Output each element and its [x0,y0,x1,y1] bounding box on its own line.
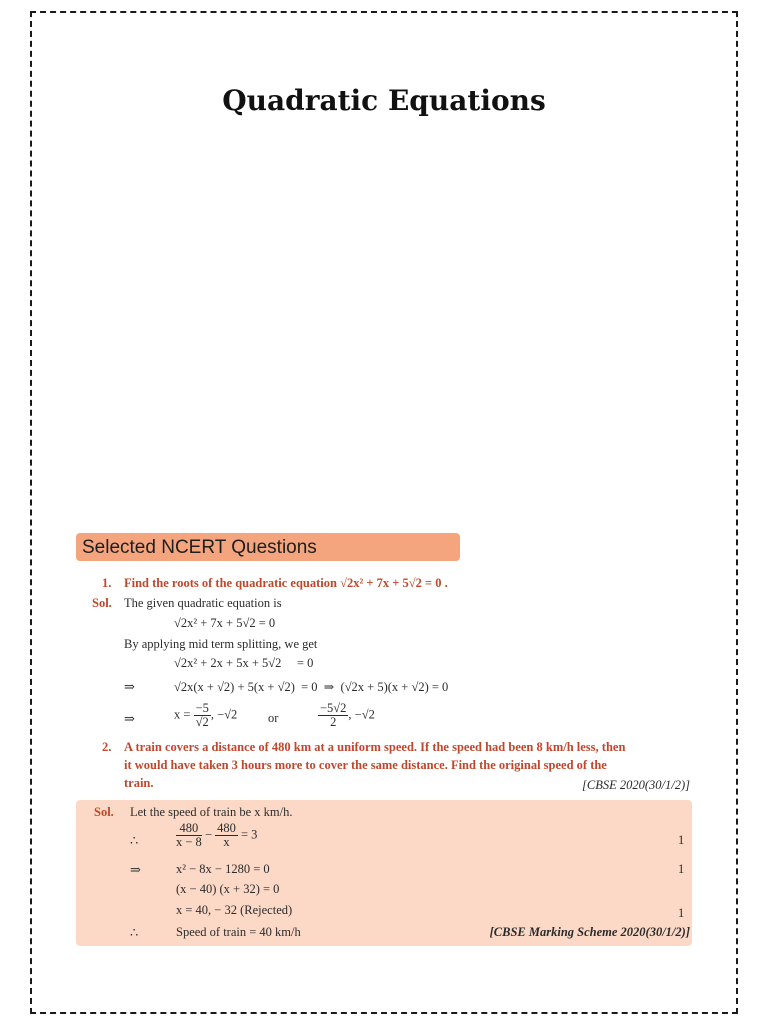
marking-scheme-reference: [CBSE Marking Scheme 2020(30/1/2)] [489,925,690,939]
therefore-symbol: ∴ [130,833,139,848]
solution-line: The given quadratic equation is [124,596,282,610]
implies-symbol: ⇒ [124,711,135,726]
roots-line [318,702,375,729]
implies-symbol: ⇒ [130,862,141,877]
implies-symbol: ⇒ [124,679,135,694]
fraction [318,702,348,729]
fraction-numerator: 480 [176,822,202,836]
question-text: train. [124,776,154,790]
fraction [194,702,211,729]
question-number: 2. [102,740,112,754]
minus-sign: − [204,827,212,842]
fraction-denominator: x − 8 [176,835,202,849]
solution-line: √2x(x + √2) + 5(x + √2) = 0 ⇒ (√2x + 5)(x + √2) = 0 [174,680,449,694]
solution-line: Let the speed of train be x km/h. [130,805,293,819]
question-text: Find the roots of the quadratic equation √2x² + 7x + 5√2 = 0 . [124,576,448,590]
fraction [176,822,202,849]
question-text: A train covers a distance of 480 km at a uniform speed. If the speed had been 8 km/h less, then [124,740,626,754]
fraction-numerator: 480 [217,821,236,835]
root-value: , −√2 [210,707,238,722]
marks: 1 [678,906,685,920]
section-heading: Selected NCERT Questions [76,533,460,561]
roots-line [174,702,237,729]
fraction-denominator: x [223,835,230,849]
solution-label: Sol. [92,596,112,610]
source-reference: [CBSE 2020(30/1/2)] [582,778,690,792]
solution-line: Speed of train = 40 km/h [176,925,301,939]
fraction-denominator: √2 [195,715,209,729]
fraction-numerator: −5 [195,701,209,715]
solution-label: Sol. [94,805,114,819]
marks: 1 [678,833,685,847]
equation-lhs: x = [174,707,191,722]
fraction-denominator: 2 [330,715,337,729]
fraction [215,822,238,849]
equation-rhs: = 3 [241,827,258,842]
question-text: it would have taken 3 hours more to cover the same distance. Find the original speed of the [124,758,607,772]
root-value: , −√2 [348,707,375,722]
solution-line: By applying mid term splitting, we get [124,637,318,651]
solution-line: (x − 40) (x + 32) = 0 [176,882,280,896]
solution-line: x² − 8x − 1280 = 0 [176,862,270,876]
equation-line [176,822,257,849]
therefore-symbol: ∴ [130,925,139,940]
solution-line: √2x² + 2x + 5x + 5√2 = 0 [174,656,314,670]
or-word: or [268,711,279,725]
page-title: Quadratic Equations [222,84,546,117]
solution-line: x = 40, − 32 (Rejected) [176,903,293,917]
question-number: 1. [102,576,112,590]
solution-line: √2x² + 7x + 5√2 = 0 [174,616,276,630]
marks: 1 [678,862,685,876]
fraction-numerator: −5√2 [320,701,347,715]
